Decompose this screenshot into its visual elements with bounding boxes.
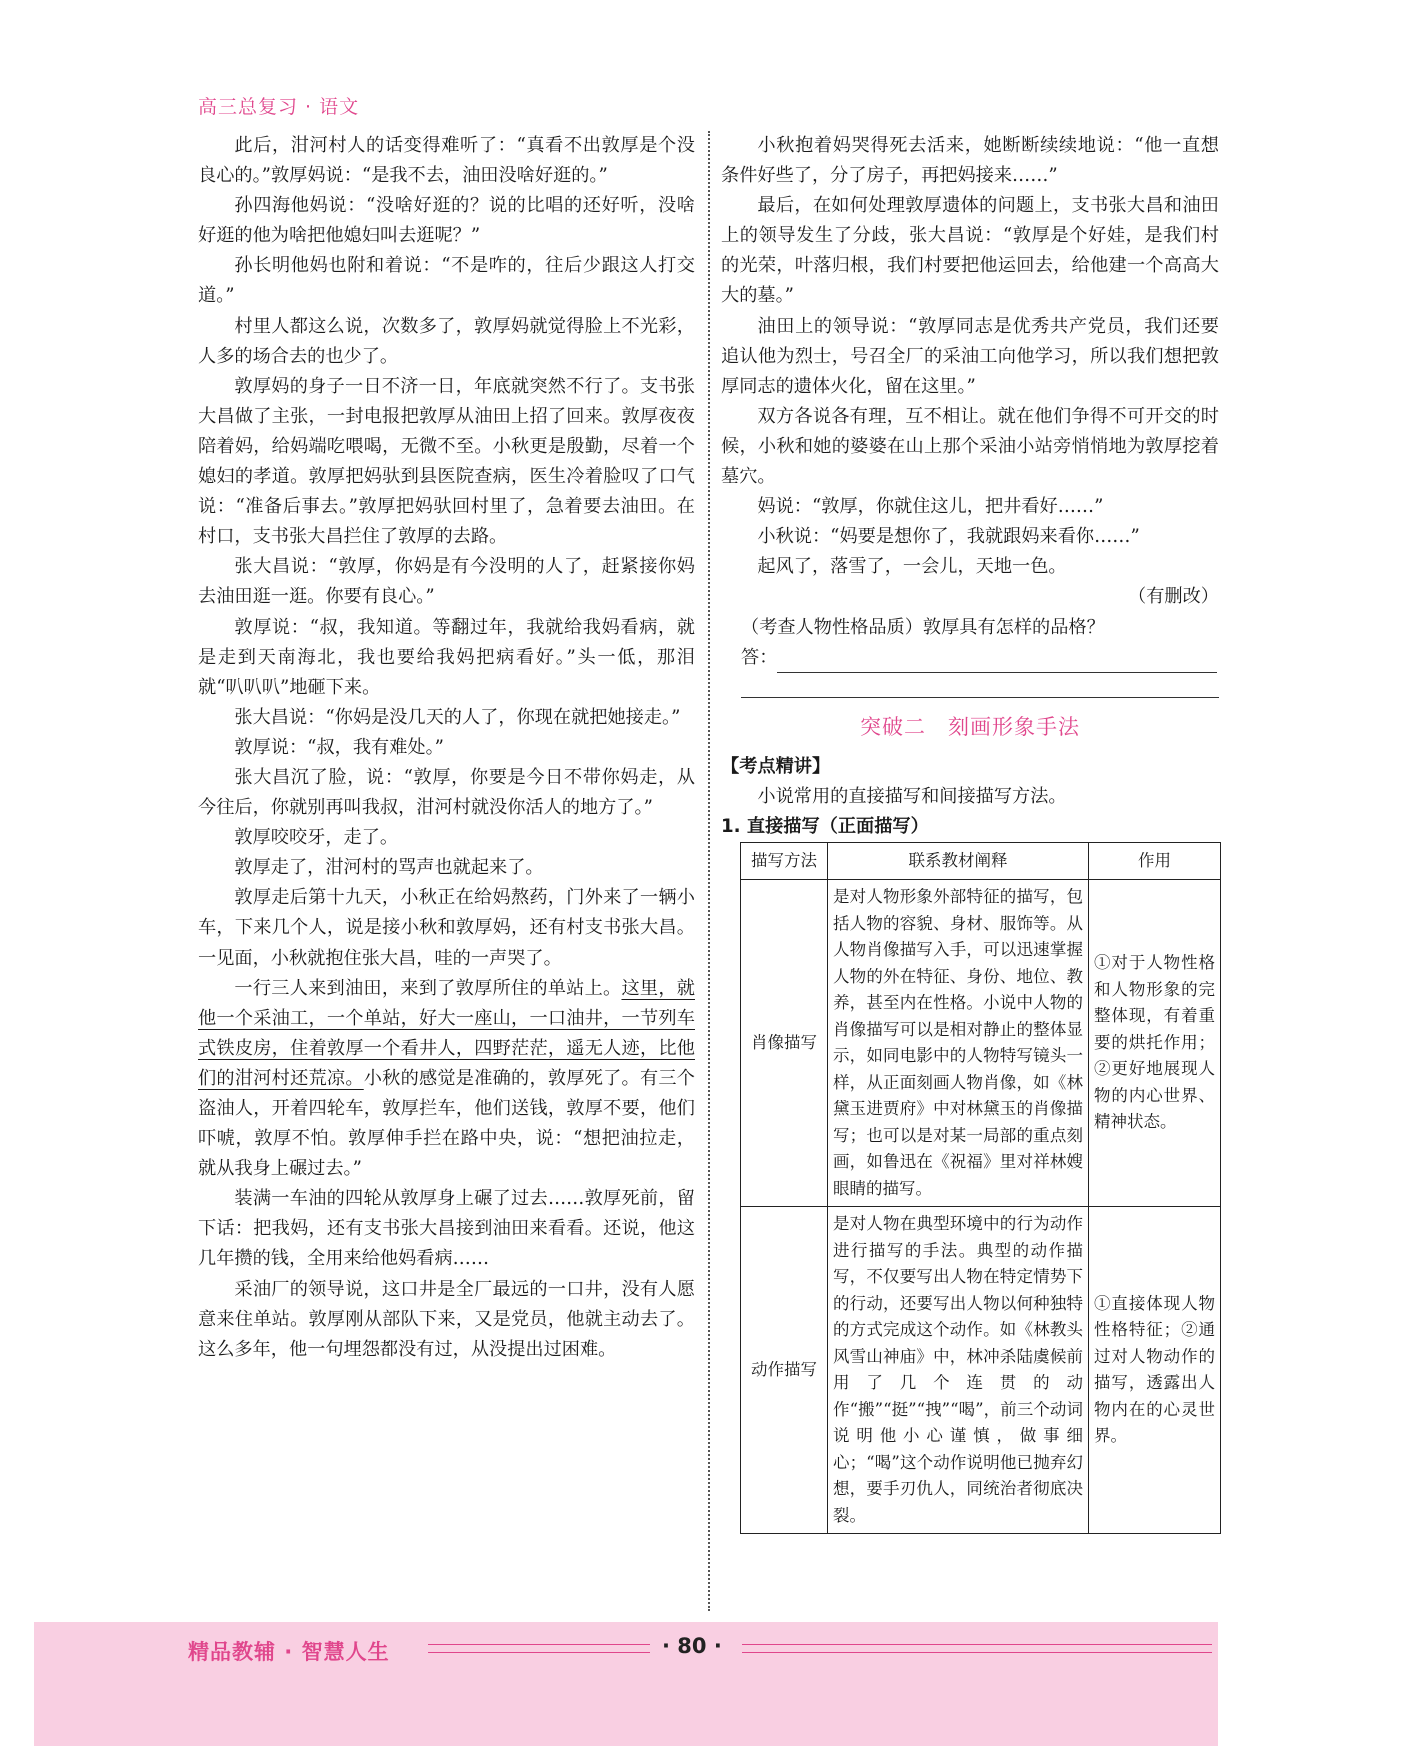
underlined-tail: 小秋的感觉是准确的，敦厚死了。有三个盗油人，开着四轮车，敦厚拦车，他们送钱，敦厚不要，他们吓唬，敦厚不怕。敦厚伸手拦在路中央，说：“想把油拉走，就从我身上碾过去。” bbox=[198, 1067, 695, 1180]
table-cell-function: ①直接体现人物性格特征；②通过对人物动作的描写，透露出人物内在的心灵世界。 bbox=[1089, 1207, 1221, 1534]
table-header-function: 作用 bbox=[1089, 843, 1221, 880]
footer-rule-right bbox=[742, 1644, 1212, 1653]
underlined-text: 这里，就他一个采油工，一个单站，好大一座山，一口油井，一节列车式铁皮房，住着敦厚一个看井人，四野茫茫，遥无人迹，比他们的泔河村还荒凉。 bbox=[198, 977, 695, 1089]
table-header-method: 描写方法 bbox=[741, 843, 828, 880]
left-column bbox=[198, 131, 695, 1365]
answer-line-2[interactable] bbox=[741, 673, 1219, 698]
paragraph: 敦厚说：“叔，我知道。等翻过年，我就给我妈看病，就是走到天南海北，我也要给我妈把病看好。”头一低，那泪就“叭叭叭”地砸下来。 bbox=[198, 616, 695, 698]
question: （考查人物性格品质）敦厚具有怎样的品格？ bbox=[741, 616, 1105, 638]
answer-label: 答： bbox=[741, 646, 778, 668]
paragraph: 张大昌沉了脸，说：“敦厚，你要是今日不带你妈走，从今往后，你就别再叫我叔，泔河村就没你活人的地方了。” bbox=[198, 766, 695, 819]
subheading: 1. 直接描写（正面描写） bbox=[721, 815, 929, 837]
right-column bbox=[721, 131, 1219, 1534]
page-number: · 80 · bbox=[662, 1634, 722, 1658]
table-cell-explanation: 是对人物在典型环境中的行为动作进行描写的手法。典型的动作描写，不仅要写出人物在特定情势下的行动，还要写出人物以何种独特的方式完成这个动作。如《林教头风雪山神庙》中，林冲杀陆虞候前用了几个连贯的动作“搬”“挺”“拽”“喝”，前三个动词说明他小心谨慎，做事细心；“喝”这个动作说明他已抛弃幻想，要手刃仇人，同统治者彻底决裂。 bbox=[828, 1207, 1089, 1534]
description-table bbox=[740, 842, 1221, 1534]
right-paragraphs bbox=[721, 131, 1219, 582]
paragraph: 孙长明他妈也附和着说：“不是咋的，往后少跟这人打交道。” bbox=[198, 255, 695, 307]
table-header-explanation: 联系教材阐释 bbox=[828, 843, 1089, 880]
paragraph: 张大昌说：“你妈是没几天的人了，你现在就把她接走。” bbox=[234, 706, 681, 728]
left-paragraphs bbox=[198, 131, 695, 974]
table-cell-method: 动作描写 bbox=[741, 1207, 828, 1534]
header-title: 高三总复习 · 语文 bbox=[198, 96, 360, 118]
source-note: （有删改） bbox=[1128, 586, 1219, 608]
paragraph: 敦厚走了，泔河村的骂声也就起来了。 bbox=[234, 857, 544, 879]
answer-row bbox=[721, 643, 1219, 673]
paragraph: 敦厚妈的身子一日不济一日，年底就突然不行了。支书张大昌做了主张，一封电报把敦厚从油田上招了回来。敦厚夜夜陪着妈，给妈端吃喂喝，无微不至。小秋更是殷勤，尽着一个媳妇的孝道。敦厚把妈驮到县医院查病，医生冷着脸叹了口气说：“准备后事去。”敦厚把妈驮回村里了，急着要去油田。在村口，支书张大昌拦住了敦厚的去路。 bbox=[198, 375, 695, 548]
paragraph: 敦厚咬咬牙，走了。 bbox=[234, 827, 399, 849]
paragraph: 小秋抱着妈哭得死去活来，她断断续续地说：“他一直想条件好些了，分了房子，再把妈接来……” bbox=[721, 135, 1219, 187]
paragraph: 采油厂的领导说，这口井是全厂最远的一口井，没有人愿意来住单站。敦厚刚从部队下来，又是党员，他就主动去了。这么多年，他一句埋怨都没有过，从没提出过困难。 bbox=[198, 1278, 695, 1360]
paragraph: 装满一车油的四轮从敦厚身上碾了过去……敦厚死前，留下话：把我妈，还有支书张大昌接到油田来看看。还说，他这几年攒的钱，全用来给他妈看病…… bbox=[198, 1188, 695, 1270]
paragraph: 妈说：“敦厚，你就住这儿，把井看好……” bbox=[757, 496, 1104, 518]
intro-text: 小说常用的直接描写和间接描写方法。 bbox=[757, 785, 1067, 807]
paragraph: 孙四海他妈说：“没啥好逛的？说的比唱的还好听，没啥好逛的他为啥把他媳妇叫去逛呢？” bbox=[198, 195, 695, 247]
footer-slogan: 精品教辅 · 智慧人生 bbox=[188, 1640, 390, 1664]
underlined-paragraph bbox=[198, 974, 695, 1185]
paragraph: 油田上的领导说：“敦厚同志是优秀共产党员，我们还要追认他为烈士，号召全厂的采油工向他学习，所以我们想把敦厚同志的遗体火化，留在这里。” bbox=[721, 315, 1219, 397]
paragraph: 双方各说各有理，互不相让。就在他们争得不可开交的时候，小秋和她的婆婆在山上那个采油小站旁悄悄地为敦厚挖着墓穴。 bbox=[721, 405, 1219, 488]
paragraph: 张大昌说：“敦厚，你妈是有今没明的人了，赶紧接你妈去油田逛一逛。你要有良心。” bbox=[198, 556, 695, 608]
column-divider bbox=[708, 131, 710, 1611]
paragraph: 小秋说：“妈要是想你了，我就跟妈来看你……” bbox=[757, 526, 1140, 548]
footer-rule-left bbox=[428, 1644, 650, 1653]
table-cell-function: ①对于人物性格和人物形象的完整体现，有着重要的烘托作用；②更好地展现人物的内心世界、精神状态。 bbox=[1089, 880, 1221, 1207]
paragraph: 此后，泔河村人的话变得难听了：“真看不出敦厚是个没良心的。”敦厚妈说：“是我不去，油田没啥好逛的。” bbox=[198, 135, 695, 187]
left-tail-paragraphs bbox=[198, 1184, 695, 1365]
table-cell-method: 肖像描写 bbox=[741, 880, 828, 1207]
answer-line[interactable] bbox=[777, 652, 1217, 673]
paragraph: 敦厚走后第十九天，小秋正在给妈熬药，门外来了一辆小车，下来几个人，说是接小秋和敦厚妈，还有村支书张大昌。一见面，小秋就抱住张大昌，哇的一声哭了。 bbox=[198, 887, 695, 969]
paragraph: 敦厚说：“叔，我有难处。” bbox=[234, 736, 444, 758]
paragraph: 村里人都这么说，次数多了，敦厚妈就觉得脸上不光彩，人多的场合去的也少了。 bbox=[198, 315, 695, 367]
underlined-lead: 一行三人来到油田，来到了敦厚所住的单站上。 bbox=[234, 977, 622, 999]
paragraph: 最后，在如何处理敦厚遗体的问题上，支书张大昌和油田上的领导发生了分歧，张大昌说：“敦厚是个好娃，是我们村的光荣，叶落归根，我们村要把他运回去，给他建一个高高大大的墓。” bbox=[721, 195, 1219, 307]
table-row bbox=[741, 880, 1221, 1207]
key-points-label: 【考点精讲】 bbox=[721, 755, 831, 777]
table-header-row bbox=[741, 843, 1221, 880]
table-row bbox=[741, 1207, 1221, 1534]
table-cell-explanation: 是对人物形象外部特征的描写，包括人物的容貌、身材、服饰等。从人物肖像描写入手，可以迅速掌握人物的外在特征、身份、地位、教养，甚至内在性格。小说中人物的肖像描写可以是相对静止的整体显示，如同电影中的人物特写镜头一样，从正面刻画人物肖像，如《林黛玉进贾府》中对林黛玉的肖像描写；也可以是对某一局部的重点刻画，如鲁迅在《祝福》里对祥林嫂眼睛的描写。 bbox=[828, 880, 1089, 1207]
section-heading: 突破二 刻画形象手法 bbox=[860, 714, 1080, 739]
paragraph: 起风了，落雪了，一会儿，天地一色。 bbox=[757, 556, 1067, 578]
